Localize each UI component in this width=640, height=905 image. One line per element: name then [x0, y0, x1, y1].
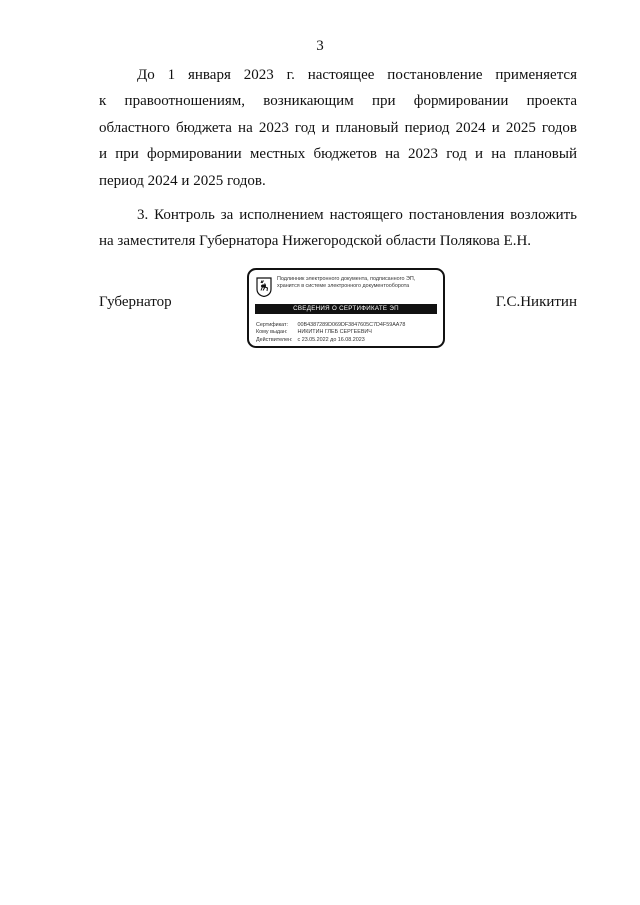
validity-label: Действителен: — [256, 336, 293, 343]
certificate-row — [256, 322, 438, 329]
signer-name: Г.С.Никитин — [495, 294, 577, 310]
stamp-header-line: хранится в системе электронного документооборота — [277, 283, 410, 289]
stamp-header-line: Подлинник электронного документа, подписанного ЭП, — [277, 276, 416, 282]
deer-emblem-icon — [256, 277, 272, 297]
text-line: областного бюджета на 2023 год и плановый период 2024 и 2025 годов — [99, 119, 577, 136]
paragraph-effective-date — [99, 62, 577, 194]
issued-to-value: НИКИТИН ГЛЕБ СЕРГЕЕВИЧ — [297, 329, 372, 336]
text-line: к правоотношениям, возникающим при формировании проекта — [99, 93, 577, 110]
text-line: 3. Контроль за исполнением настоящего постановления возложить — [137, 207, 577, 224]
certificate-label: Сертификат: — [256, 322, 289, 328]
text-line: на заместителя Губернатора Нижегородской области Полякова Е.Н. — [99, 233, 532, 250]
certificate-value: 00B4387289D069DF3847605C7D4F59AA78 — [297, 322, 406, 328]
text-line: период 2024 и 2025 годов. — [99, 172, 266, 189]
signature-block — [99, 268, 577, 354]
issued-to-label: Кому выдан: — [256, 329, 288, 336]
stamp-details — [256, 322, 438, 344]
paragraph-gap — [99, 194, 577, 202]
document-body — [99, 62, 577, 255]
paragraph-control — [99, 202, 577, 255]
text-line: До 1 января 2023 г. настоящее постановление применяется — [137, 67, 577, 83]
validity-row — [256, 337, 438, 344]
electronic-signature-stamp — [247, 268, 445, 348]
signer-title: Губернатор — [99, 294, 172, 310]
validity-value: с 23.05.2022 до 16.08.2023 — [297, 336, 365, 343]
stamp-header — [277, 276, 441, 290]
stamp-title-bar: СВЕДЕНИЯ О СЕРТИФИКАТЕ ЭП — [255, 304, 437, 314]
text-line: и при формировании местных бюджетов на 2023 год и на плановый — [99, 146, 577, 163]
page-number: 3 — [316, 38, 324, 54]
issued-to-row — [256, 329, 438, 336]
